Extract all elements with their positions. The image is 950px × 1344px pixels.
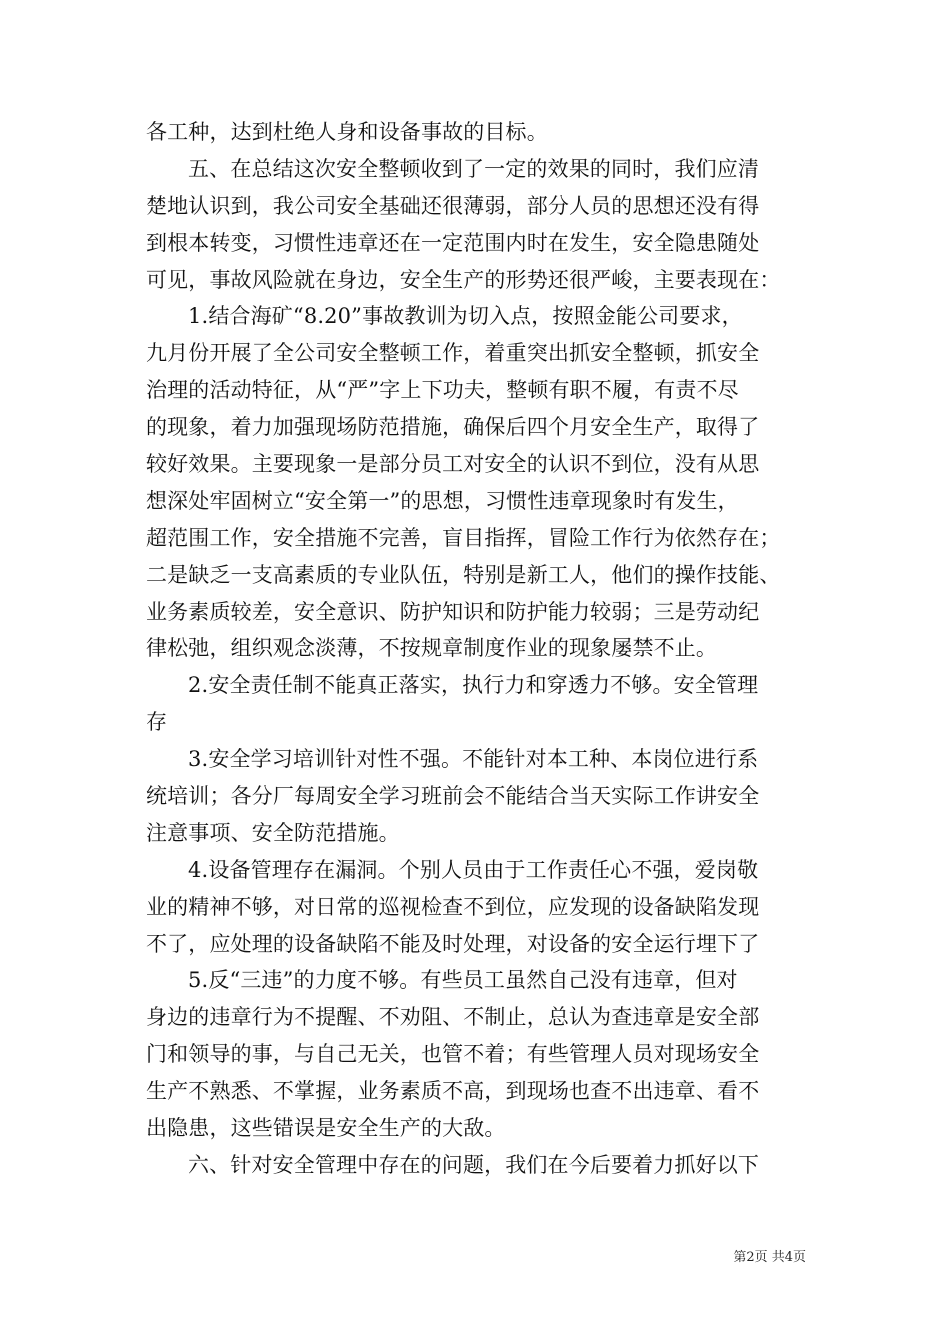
text-line: 楚地认识到，我公司安全基础还很薄弱，部分人员的思想还没有得 xyxy=(146,193,760,218)
text-line: 超范围工作，安全措施不完善，盲目指挥，冒险工作行为依然存在； xyxy=(146,525,781,550)
text-line: 治理的活动特征，从“严”字上下功夫，整顿有职不履，有责不尽 xyxy=(146,378,739,403)
text-line: 身边的违章行为不提醒、不劝阻、不制止，总认为查违章是安全部 xyxy=(146,1005,760,1030)
text-line: 出隐患，这些错误是安全生产的大敌。 xyxy=(146,1116,506,1141)
text-line: 3.安全学习培训针对性不强。不能针对本工种、本岗位进行系 xyxy=(188,747,759,772)
text-line: 到根本转变，习惯性违章还在一定范围内时在发生，安全隐患随处 xyxy=(146,230,760,255)
text-line: 存 xyxy=(146,710,168,735)
document-body xyxy=(146,114,810,1184)
text-line: 门和领导的事，与自己无关，也管不着；有些管理人员对现场安全 xyxy=(146,1042,760,1067)
text-line: 2.安全责任制不能真正落实，执行力和穿透力不够。安全管理 xyxy=(188,673,759,698)
text-line: 统培训；各分厂每周安全学习班前会不能结合当天实际工作讲安全 xyxy=(146,784,760,809)
text-line: 二是缺乏一支高素质的专业队伍，特别是新工人，他们的操作技能、 xyxy=(146,562,781,587)
text-line: 五、在总结这次安全整顿收到了一定的效果的同时，我们应清 xyxy=(188,156,760,181)
text-line: 4.设备管理存在漏洞。个别人员由于工作责任心不强，爱岗敬 xyxy=(188,857,759,882)
text-line: 的现象，着力加强现场防范措施，确保后四个月安全生产，取得了 xyxy=(146,415,760,440)
text-line: 5.反“三违”的力度不够。有些员工虽然自己没有违章，但对 xyxy=(188,968,738,993)
text-line: 1.结合海矿“8.20”事故教训为切入点，按照金能公司要求， xyxy=(188,304,743,329)
text-line: 业的精神不够，对日常的巡视检查不到位，应发现的设备缺陷发现 xyxy=(146,894,760,919)
text-line: 业务素质较差，安全意识、防护知识和防护能力较弱；三是劳动纪 xyxy=(146,599,760,624)
text-line: 想深处牢固树立“安全第一”的思想，习惯性违章现象时有发生， xyxy=(146,488,739,513)
text-line: 律松弛，组织观念淡薄，不按规章制度作业的现象屡禁不止。 xyxy=(146,636,718,661)
text-line: 较好效果。主要现象一是部分员工对安全的认识不到位，没有从思 xyxy=(146,452,760,477)
text-line: 注意事项、安全防范措施。 xyxy=(146,820,400,845)
text-line: 九月份开展了全公司安全整顿工作，着重突出抓安全整顿，抓安全 xyxy=(146,341,760,366)
text-line: 生产不熟悉、不掌握，业务素质不高，到现场也查不出违章、看不 xyxy=(146,1079,760,1104)
text-line: 不了，应处理的设备缺陷不能及时处理，对设备的安全运行埋下了 xyxy=(146,931,760,956)
page-number: 第2页 共4页 xyxy=(733,1250,806,1265)
text-line: 各工种，达到杜绝人身和设备事故的目标。 xyxy=(146,120,548,144)
text-line: 六、针对安全管理中存在的问题，我们在今后要着力抓好以下 xyxy=(188,1152,760,1177)
text-line: 可见，事故风险就在身边，安全生产的形势还很严峻，主要表现在： xyxy=(146,267,781,292)
